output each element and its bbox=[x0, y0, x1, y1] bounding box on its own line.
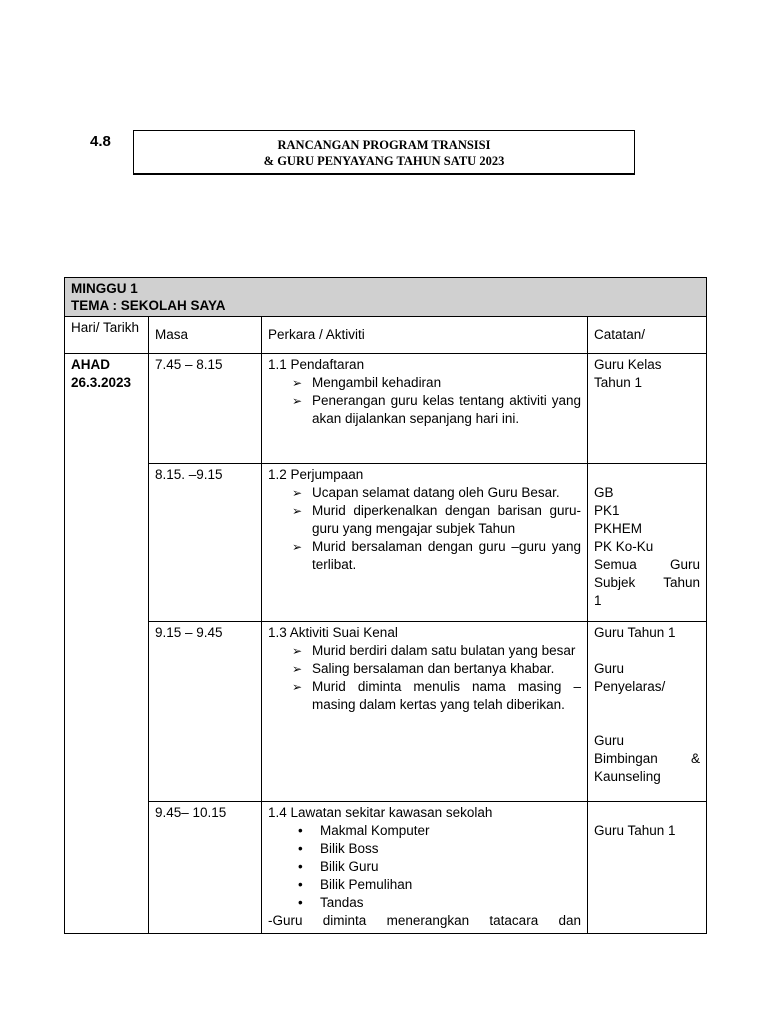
table-row bbox=[65, 464, 707, 622]
note-line: GB bbox=[594, 485, 614, 500]
col-header-day: Hari/ Tarikh bbox=[65, 317, 149, 354]
table-row bbox=[65, 354, 707, 464]
note-line: 1 bbox=[594, 593, 602, 608]
week-header-cell bbox=[65, 278, 707, 317]
note-line: Penyelaras/ bbox=[594, 679, 666, 694]
list-item: ➢ Saling bersalaman dan bertanya khabar. bbox=[292, 660, 581, 678]
time-cell: 9.15 – 9.45 bbox=[149, 622, 262, 802]
note-line: Bimbingan & bbox=[594, 751, 701, 766]
section-number: 4.8 bbox=[90, 133, 111, 150]
notes-cell bbox=[588, 464, 707, 622]
activity-heading: 1.4 Lawatan sekitar kawasan sekolah bbox=[268, 805, 493, 820]
note-line: Guru Tahun 1 bbox=[594, 625, 676, 640]
list-item: ➢ Murid bersalaman dengan guru –guru yang terlibat. bbox=[292, 538, 581, 574]
day-name: AHAD bbox=[71, 357, 110, 372]
note-line: PKHEM bbox=[594, 521, 643, 536]
time-cell: 9.45– 10.15 bbox=[149, 802, 262, 934]
document-title-box bbox=[133, 130, 635, 174]
day-cell bbox=[65, 354, 149, 934]
list-item: • Makmal Komputer bbox=[298, 822, 581, 840]
list-item: ➢ Murid diminta menulis nama masing – masing dalam kertas yang telah diberikan. bbox=[292, 678, 581, 714]
activity-cell bbox=[262, 464, 588, 622]
table-row bbox=[65, 802, 707, 934]
list-item: ➢ Murid diperkenalkan dengan barisan guru- guru yang mengajar subjek Tahun bbox=[292, 502, 581, 538]
note-line: Guru bbox=[594, 661, 625, 676]
list-item: ➢ Penerangan guru kelas tentang aktiviti yang akan dijalankan sepanjang hari ini. bbox=[292, 392, 581, 428]
note-line: PK Ko-Ku bbox=[594, 539, 654, 554]
activity-footer: -Guru diminta menerangkan tatacara dan bbox=[268, 913, 581, 928]
col-header-time: Masa bbox=[149, 317, 262, 354]
note-line: Subjek Tahun bbox=[594, 575, 701, 590]
notes-cell bbox=[588, 802, 707, 934]
note-line: Guru Kelas bbox=[594, 357, 662, 372]
col-header-activity: Perkara / Aktiviti bbox=[262, 317, 588, 354]
col-header-notes: Catatan/ bbox=[588, 317, 707, 354]
program-table bbox=[64, 277, 707, 934]
week-header-row bbox=[65, 278, 707, 317]
list-item: • Tandas bbox=[298, 894, 581, 912]
note-line: Semua Guru bbox=[594, 557, 701, 572]
list-item: ➢ Ucapan selamat datang oleh Guru Besar. bbox=[292, 484, 581, 502]
activity-cell bbox=[262, 802, 588, 934]
list-item: • Bilik Boss bbox=[298, 840, 581, 858]
notes-cell bbox=[588, 622, 707, 802]
note-line: PK1 bbox=[594, 503, 620, 518]
day-date: 26.3.2023 bbox=[71, 375, 132, 390]
list-item: ➢ Murid berdiri dalam satu bulatan yang besar bbox=[292, 642, 581, 660]
activity-cell bbox=[262, 354, 588, 464]
theme-label: TEMA : SEKOLAH SAYA bbox=[71, 298, 226, 313]
activity-heading: 1.3 Aktiviti Suai Kenal bbox=[268, 625, 398, 640]
column-header-row bbox=[65, 317, 707, 354]
list-item: • Bilik Guru bbox=[298, 858, 581, 876]
note-line: Tahun 1 bbox=[594, 375, 643, 390]
list-item: ➢ Mengambil kehadiran bbox=[292, 374, 581, 392]
time-cell: 7.45 – 8.15 bbox=[149, 354, 262, 464]
table-row bbox=[65, 622, 707, 802]
list-item: • Bilik Pemulihan bbox=[298, 876, 581, 894]
week-label: MINGGU 1 bbox=[71, 281, 138, 296]
note-line: Kaunseling bbox=[594, 769, 661, 784]
title-line-1: RANCANGAN PROGRAM TRANSISI bbox=[277, 138, 491, 152]
note-line: Guru Tahun 1 bbox=[594, 823, 676, 838]
activity-cell bbox=[262, 622, 588, 802]
title-line-2: & GURU PENYAYANG TAHUN SATU 2023 bbox=[263, 154, 505, 168]
activity-heading: 1.2 Perjumpaan bbox=[268, 467, 364, 482]
time-cell: 8.15. –9.15 bbox=[149, 464, 262, 622]
note-line: Guru bbox=[594, 733, 625, 748]
activity-heading: 1.1 Pendaftaran bbox=[268, 357, 365, 372]
notes-cell bbox=[588, 354, 707, 464]
